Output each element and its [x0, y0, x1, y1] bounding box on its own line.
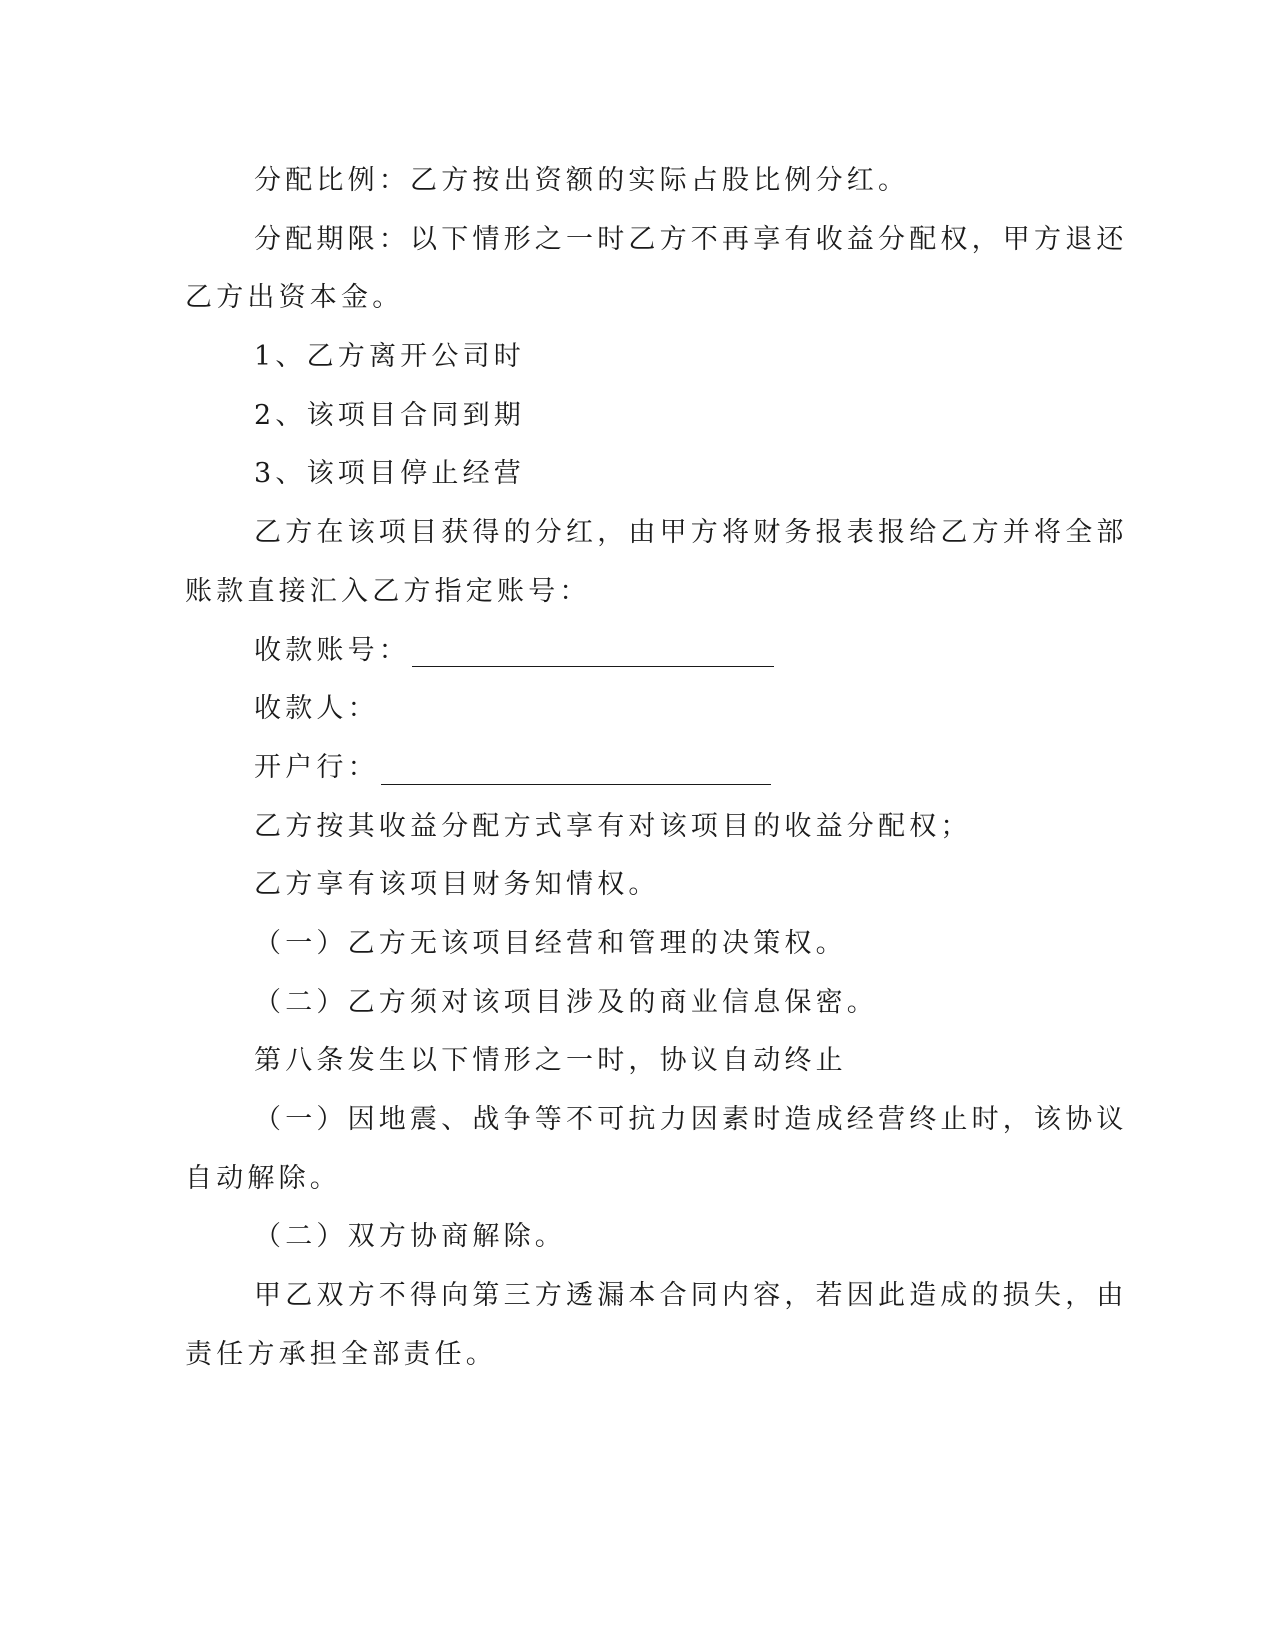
clause-no-decision-right: （一）乙方无该项目经营和管理的决策权。 — [254, 927, 847, 959]
list-item-leave-company: 1、乙方离开公司时 — [254, 341, 525, 373]
field-account-number — [185, 622, 1065, 681]
clause-confidentiality: （二）乙方须对该项目涉及的商业信息保密。 — [254, 986, 878, 1018]
field-payee-label: 收款人： — [254, 693, 379, 725]
paragraph-distribution-period-cont: 乙方出资本金。 — [185, 282, 404, 314]
account-number-blank — [412, 644, 774, 667]
list-item-contract-expire: 2、该项目合同到期 — [254, 399, 525, 431]
paragraph-non-disclosure-cont: 责任方承担全部责任。 — [185, 1338, 497, 1370]
list-item-stop-operation: 3、该项目停止经营 — [254, 458, 525, 490]
bank-blank — [381, 762, 771, 785]
paragraph-dividend-transfer: 乙方在该项目获得的分红，由甲方将财务报表报给乙方并将全部 — [254, 517, 1128, 549]
clause-force-majeure: （一）因地震、战争等不可抗力因素时造成经营终止时，该协议 — [254, 1104, 1128, 1135]
field-bank — [185, 739, 1065, 798]
paragraph-distribution-period: 分配期限：以下情形之一时乙方不再享有收益分配权，甲方退还 — [254, 223, 1128, 255]
clause-force-majeure-cont: 自动解除。 — [185, 1162, 341, 1194]
paragraph-dividend-transfer-cont: 账款直接汇入乙方指定账号： — [185, 575, 591, 607]
field-payee — [185, 680, 1065, 739]
paragraph-distribution-ratio: 分配比例：乙方按出资额的实际占股比例分红。 — [254, 165, 910, 196]
document-body — [185, 152, 1128, 1384]
clause-mutual-termination: （二）双方协商解除。 — [254, 1221, 566, 1253]
field-bank-label: 开户行： — [254, 751, 379, 783]
article-eight-heading: 第八条发生以下情形之一时，协议自动终止 — [254, 1045, 847, 1077]
paragraph-distribution-right: 乙方按其收益分配方式享有对该项目的收益分配权； — [254, 810, 972, 842]
paragraph-non-disclosure: 甲乙双方不得向第三方透漏本合同内容，若因此造成的损失，由 — [254, 1280, 1128, 1312]
paragraph-financial-right: 乙方享有该项目财务知情权。 — [254, 869, 660, 901]
field-account-number-label: 收款账号： — [254, 634, 410, 666]
